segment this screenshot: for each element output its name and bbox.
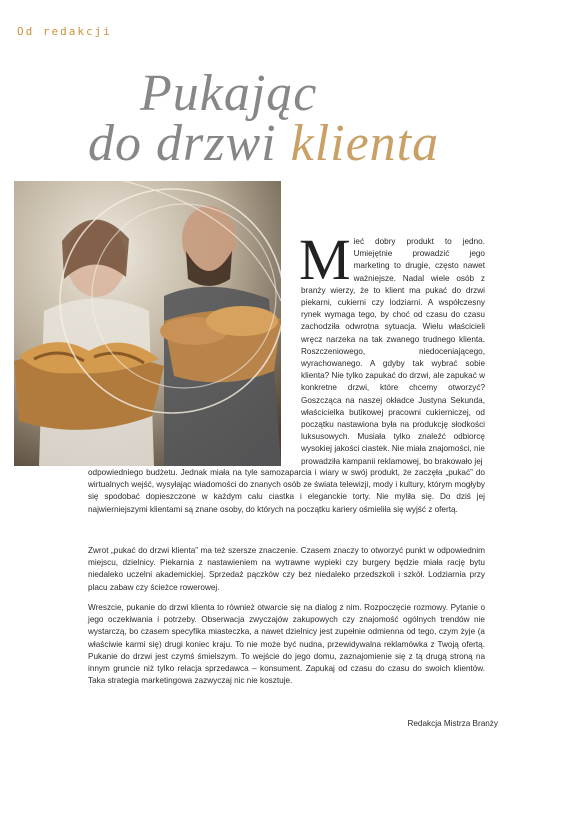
title-line-2-prefix: do drzwi [88, 115, 277, 172]
article-paragraph-3: Wreszcie, pukanie do drzwi klienta to również otwarcie się na dialog z nim. Rozpoczęcie rozmowy. Pytanie o jego oczekiwania i potrzeby. Obserwacja zwyczajów zakupowych czy znajomość ogólnych trendów nie wystarczą, bo czasem specyfika miasteczka, a nawet dzielnicy jest zupełnie odmienna od tego, czym żyje (a właściwie karmi się) drugi koniec kraju. To nie może być nudna, przewidywalna reklamówka z Twoją ofertą. Pukanie do drzwi jest czymś śmielszym. To wejście do jego domu, zaznajomienie się z tą drugą stroną na innym gruncie niż tylko relacja sprzedawca – konsument. Zapukaj od czasu do czasu do swoich klientów. Taka strategia marketingowa zazwyczaj nic nie kosztuje. [88, 603, 485, 686]
article-paragraph-2: Zwrot „pukać do drzwi klienta” ma też szersze znaczenie. Czasem znaczy to otworzyć punkt w odpowiednim miejscu, dzielnicy. Piekarnia z nastawieniem na wytrawne wypieki czy burgery będzie miała rację bytu niedaleko uczelni akademickiej. Sprzedaż pączków czy bez niedaleko przedszkoli i szkół. Lodziarnia przy placu zabaw czy ścieżce rowerowej. [88, 546, 485, 592]
paragraph-1-column-text: ieć dobry produkt to jedno. Umiejętnie prowadzić jego marketing to drugie, często nawet ważniejsze. Nadal wiele osób z branży wierzy, że to klient ma pukać do drzwi piekarni, cukierni czy lodziarni. A współczesny rynek wymaga tego, by choć od czasu do czasu zachodziła odwrotna sytuacja. Wielu właścicieli wręcz narzeka na tak zwanego trudnego klienta. Roszczeniowego, niedoceniającego, wyrachowanego. A gdyby tak wybrać sobie klienta? Nie tylko zapukać do drzwi, ale zapukać w konkretne drzwi, które chcemy otworzyć? Goszcząca na naszej okładce Justyna Sekunda, właścicielka butikowej pracowni cukierniczej, od początku nastawiona była na produkcję słodkości luksusowych. Musiała tylko znaleźć odbiorcę wysokiej jakości ciastek. Nie miała znajomości, nie prowadziła kampanii reklamowej, bo brakowało jej [301, 237, 485, 466]
drop-cap: M [299, 227, 351, 292]
bakers-photo [14, 181, 281, 466]
editorial-signature: Redakcja Mistrza Branży [407, 719, 498, 728]
title-line-2 [88, 115, 488, 172]
article-paragraph-1-column [299, 227, 485, 468]
bakers-photo-illustration [14, 181, 281, 466]
article-title [88, 65, 488, 172]
section-label: Od redakcji [17, 25, 112, 38]
article-paragraph-1-continued: odpowiedniego budżetu. Jednak miała na tyle samozaparcia i wiary w swój produkt, że zaczęła „pukać” do wirtualnych wejść, wysyłając wiadomości do znanych osób ze świata telewizji, mody i kultury, którym mogłyby się spodobać dopieszczone w każdym calu ciastka i eleganckie torty. Nie myliła się. Do dziś jej najwierniejszymi klientami są znane osoby, do których na początku kariery ośmieliła się wyjść z ofertą. [88, 468, 485, 514]
title-line-1: Pukając [140, 65, 318, 122]
title-line-2-accent: klienta [290, 115, 440, 172]
